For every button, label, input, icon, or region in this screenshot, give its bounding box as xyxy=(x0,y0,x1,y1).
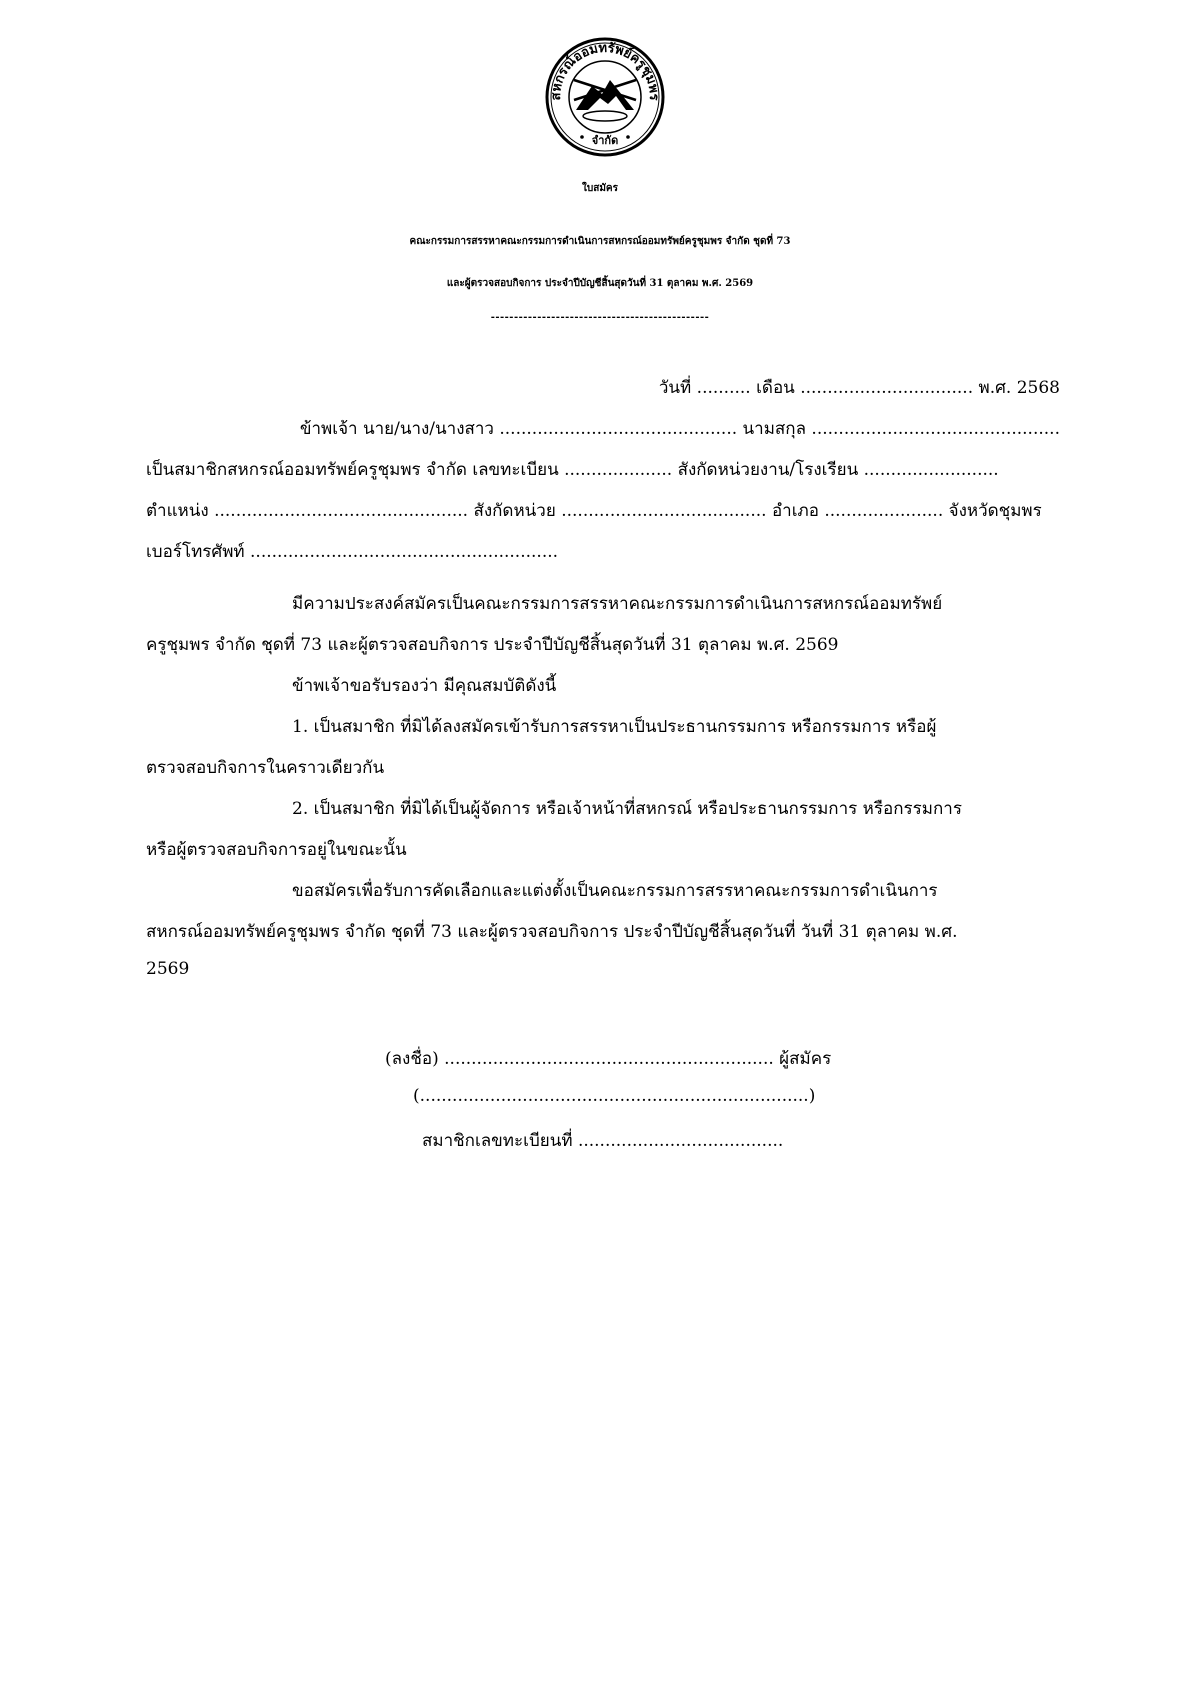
intent-line-2: ครูชุมพร จำกัด ชุดที่ 73 และผู้ตรวจสอบกิจการ ประจำปีบัญชีสิ้นสุดวันที่ 31 ตุลาคม พ.ศ. 2569 xyxy=(146,635,839,655)
seal-ring-text: สหกรณ์ออมทรัพย์ครูชุมพร xyxy=(548,40,662,101)
applicant-name-line: ข้าพเจ้า นาย/นาง/นางสาว ............................................ นามสกุล .............................................. xyxy=(299,419,1060,439)
separator-line: ----------------------------------------------- xyxy=(490,312,710,323)
application-line-2: สหกรณ์ออมทรัพย์ครูชุมพร จำกัด ชุดที่ 73 และผู้ตรวจสอบกิจการ ประจำปีบัญชีสิ้นสุดวันที่ วันที่ 31 ตุลาคม พ.ศ. xyxy=(146,922,958,942)
qualification-1-line-1: 1. เป็นสมาชิก ที่มิได้ลงสมัครเข้ารับการสรรหาเป็นประธานกรรมการ หรือกรรมการ หรือผู้ xyxy=(292,717,937,737)
qualification-2-line-1: 2. เป็นสมาชิก ที่มิได้เป็นผู้จัดการ หรือเจ้าหน้าที่สหกรณ์ หรือประธานกรรมการ หรือกรรมการ xyxy=(292,799,962,819)
subtitle-line-2: และผู้ตรวจสอบกิจการ ประจำปีบัญชีสิ้นสุดวันที่ 31 ตุลาคม พ.ศ. 2569 xyxy=(446,278,754,289)
seal-bottom-text: จำกัด xyxy=(591,134,619,147)
application-line-3: 2569 xyxy=(146,959,190,979)
cooperative-seal-icon xyxy=(544,36,666,158)
qualification-1-line-2: ตรวจสอบกิจการในคราวเดียวกัน xyxy=(146,758,385,778)
qualification-2-line-2: หรือผู้ตรวจสอบกิจการอยู่ในขณะนั้น xyxy=(146,840,407,860)
certify-line: ข้าพเจ้าขอรับรองว่า มีคุณสมบัติดังนี้ xyxy=(292,676,557,696)
intent-line-1: มีความประสงค์สมัครเป็นคณะกรรมการสรรหาคณะกรรมการดำเนินการสหกรณ์ออมทรัพย์ xyxy=(292,594,943,614)
position-line: ตำแหน่ง ............................................... สังกัดหน่วย ...................................... อำเภอ ...................... จังหวัดชุมพร xyxy=(146,501,1042,521)
application-line-1: ขอสมัครเพื่อรับการคัดเลือกและแต่งตั้งเป็นคณะกรรมการสรรหาคณะกรรมการดำเนินการ xyxy=(292,881,938,901)
subtitle-line-1: คณะกรรมการสรรหาคณะกรรมการดำเนินการสหกรณ์ออมทรัพย์ครูชุมพร จำกัด ชุดที่ 73 xyxy=(409,236,791,247)
date-field-line: วันที่ .......... เดือน ................................ พ.ศ. 2568 xyxy=(658,378,1060,398)
phone-line: เบอร์โทรศัพท์ ......................................................... xyxy=(146,542,559,562)
signature-name-parentheses: (........................................................................) xyxy=(413,1086,816,1106)
signature-line: (ลงชื่อ) ............................................................. ผู้สมัคร xyxy=(385,1049,832,1069)
member-registration-line: เป็นสมาชิกสหกรณ์ออมทรัพย์ครูชุมพร จำกัด เลขทะเบียน .................... สังกัดหน่วยงาน/โรงเรียน ......................... xyxy=(146,460,999,480)
page-title: ใบสมัคร xyxy=(582,183,618,194)
signature-member-number: สมาชิกเลขทะเบียนที่ ...................................... xyxy=(422,1131,784,1151)
